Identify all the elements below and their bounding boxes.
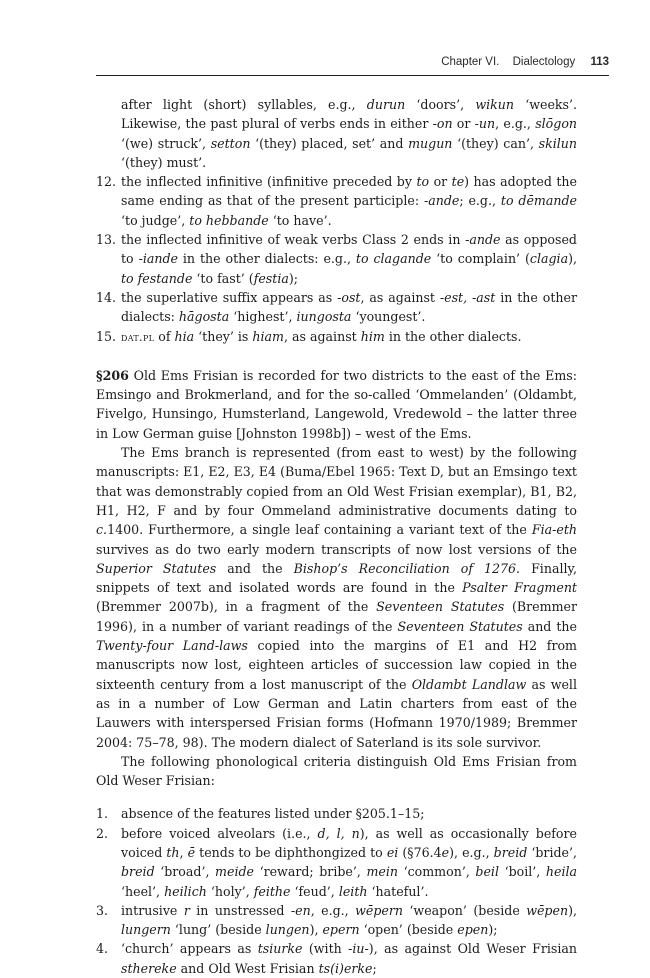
page-body (96, 95, 577, 978)
text-run: ‘lung’ (beside (170, 922, 266, 938)
running-head (441, 56, 609, 68)
italic-term: Seventeen Statutes (397, 618, 523, 634)
text-run: as opposed to (121, 232, 577, 267)
italic-term: ei (386, 844, 399, 860)
italic-term: hāgosta (178, 309, 230, 325)
text-run: , (179, 844, 188, 860)
italic-term: sthereke (121, 960, 177, 976)
section-number: §206 (96, 367, 129, 383)
list-item-number: 13. (96, 232, 117, 248)
list-item (96, 230, 577, 288)
text-run: ) has adopted the same ending as that of the present participle: (121, 174, 577, 209)
italic-term: setton (210, 135, 251, 151)
text-run: ), e.g., (449, 844, 494, 860)
italic-term: mugun (408, 135, 453, 151)
small-caps-term: dat.pl (121, 329, 155, 344)
text-run: ‘to fast’ ( (192, 270, 254, 286)
list-item-number: 4. (96, 941, 109, 957)
list-item-number: 14. (96, 289, 117, 305)
text-run: the superlative suffix appears as (121, 289, 338, 305)
text-run: ‘heel’, (121, 883, 165, 899)
italic-term: feithe (253, 883, 291, 899)
list-item (96, 901, 577, 940)
italic-term: Twenty-four Land-laws (96, 638, 248, 654)
italic-term: mein (366, 864, 399, 880)
italic-term: ē (187, 844, 196, 860)
list-item (96, 172, 577, 230)
chapter-label: Chapter VI. (441, 56, 500, 68)
text-run: ‘feud’, (290, 883, 339, 899)
text-run: (Bremmer 1996), in a number of variant readings of the (96, 599, 577, 634)
list-item (96, 327, 577, 347)
text-run: in the other dialects. (384, 328, 522, 344)
text-run: ‘reward; bribe’, (253, 864, 367, 880)
italic-term: -est, -ast (439, 289, 496, 305)
list-item-text (121, 901, 577, 940)
text-run: copied into the margins of E1 and H2 from manuscripts now lost, eighteen articles of succession law copied in the sixteenth century from a lost manuscript of the (96, 638, 578, 692)
list-item (96, 939, 577, 978)
italic-term: to clagande (355, 251, 432, 267)
header-rule (96, 75, 609, 76)
text-run: ‘(they) placed, set’ and (250, 135, 409, 151)
italic-term: to hebbande (189, 212, 269, 228)
italic-term: te (451, 174, 465, 190)
list-item-11-continuation (96, 95, 577, 172)
italic-term: -iande (138, 251, 178, 267)
text-run: the inflected infinitive of weak verbs Class 2 ends in (121, 232, 466, 248)
text-run: . Finally, snippets of text and isolated words are found in the (96, 560, 577, 596)
text-run: ), as against Old Weser Frisian (368, 941, 577, 957)
page-number: 113 (590, 56, 609, 68)
paragraph-text (96, 368, 577, 441)
list-item (96, 804, 577, 823)
text-run: ‘boil’, (499, 864, 546, 880)
text-run: 1400. Furthermore, a single leaf containing a variant text of the (107, 522, 532, 538)
text-run: in the other dialects: (121, 289, 577, 325)
text-run: ); (288, 270, 299, 286)
text-run: ‘to have’. (268, 212, 332, 228)
list-item-text (121, 230, 577, 288)
text-run: or (452, 116, 475, 132)
italic-term: iungosta (296, 309, 352, 325)
text-run: ‘highest’, (229, 309, 297, 325)
italic-term: c. (96, 522, 108, 538)
italic-term: leith (338, 883, 368, 899)
italic-term: to dēmande (500, 193, 578, 209)
spacer (96, 790, 577, 804)
italic-term: -ande (423, 193, 460, 209)
text-run: Old Ems Frisian is recorded for two districts to the east of the Ems: Emsingo and Brokmerland, and for the so-called ‘Ommelanden’ (Oldambt, Fivelgo, Hunsingo, Humsterland, Langewold, Vredewold – the latter three in Low German guise [Johnston 1998b]) – west of the Ems. (96, 367, 577, 441)
text-run: ‘(we) struck’, (121, 135, 211, 151)
list-item (96, 288, 577, 327)
text-run: ‘bride’, (527, 844, 578, 860)
text-run: as well as in a number of Low German and Latin charters from east of the Lauwers with interspersed Frisian forms (Hofmann 1970/1989; Bremmer 2004: 75–78, 98). The modern dialect of Saterland is its sole survivor. (96, 676, 577, 750)
italic-term: Oldambt Landlaw (411, 676, 527, 692)
italic-term: heila (545, 864, 578, 880)
text-run: ), (568, 251, 578, 267)
italic-term: meide (215, 864, 254, 880)
italic-term: ts(i)erke (318, 960, 373, 976)
italic-term: tsiurke (257, 941, 303, 957)
text-run: survives as do two early modern transcripts of now lost versions of the (96, 541, 577, 557)
list-item-text (121, 327, 577, 347)
text-run: ‘doors’, (405, 97, 476, 112)
italic-term: Psalter Fragment (462, 580, 577, 596)
text-run: , e.g., (310, 902, 356, 918)
section-206-paragraph (96, 366, 577, 443)
italic-term: -ost (337, 289, 361, 305)
list-item-text (121, 288, 577, 327)
text-run: intrusive (121, 902, 184, 918)
text-run: tends to be diphthongized to (195, 844, 387, 860)
text-run: ‘weapon’ (beside (403, 902, 527, 918)
text-run: the inflected infinitive (infinitive preceded by (121, 174, 417, 190)
text-run: ); (488, 922, 498, 938)
list-item-text (121, 804, 577, 823)
italic-term: -en (290, 902, 311, 918)
text-run: ‘(they) must’. (121, 154, 207, 170)
italic-term: wikun (475, 97, 514, 112)
text-run: ‘to judge’, (121, 212, 190, 228)
italic-term: beil (475, 864, 499, 880)
text-run: and the (216, 560, 294, 576)
italic-term: -un (474, 116, 496, 132)
text-run: or (429, 174, 452, 190)
italic-term: lungen (265, 922, 310, 938)
italic-term: lungern (121, 922, 171, 938)
italic-term: -on (432, 116, 453, 132)
list-item-number: 3. (96, 902, 109, 918)
italic-term: wēpen (526, 902, 569, 918)
italic-term: clagia (529, 251, 569, 267)
text-run: after light (short) syllables, e.g., (121, 97, 367, 112)
text-run: The Ems branch is represented (from east to west) by the following manuscripts: E1, E2, E3, E4 (Buma/Ebel 1965: Text D, but an Emsingo text that was demonstrably copied from an Old West Frisian exemplar), B1, B2, H1, H2, F and by four Ommeland administrative documents dating to (96, 445, 577, 518)
text-run: of (154, 328, 175, 344)
text-run: , e.g., (495, 116, 536, 132)
text-run: ‘hateful’. (367, 883, 429, 899)
italic-term: epern (322, 922, 360, 938)
italic-term: festia (253, 270, 289, 286)
body-paragraph (96, 443, 577, 752)
text-run: ‘church’ appears as (121, 941, 258, 957)
text-run: (with (302, 941, 349, 957)
italic-term: Superior Statutes (96, 560, 217, 576)
text-run: ‘common’, (398, 864, 476, 880)
italic-term: -iu- (348, 941, 369, 957)
list-item-number: 2. (96, 825, 109, 841)
text-run: ‘they’ is (194, 328, 253, 344)
italic-term: skilun (538, 135, 577, 151)
text-run: ), (309, 922, 323, 938)
italic-term: epen (457, 922, 489, 938)
text-run: ; (372, 960, 377, 976)
text-run: ‘open’ (beside (359, 922, 458, 938)
italic-term: to (416, 174, 430, 190)
italic-term: Seventeen Statutes (376, 599, 505, 615)
text-run: ‘weeks’. Likewise, the past plural of verbs ends in either (121, 97, 577, 132)
italic-term: -ande (465, 232, 501, 248)
italic-term: e (441, 844, 450, 860)
italic-term: wēpern (355, 902, 403, 918)
list-item-text (121, 824, 577, 901)
list-item-number: 12. (96, 174, 117, 190)
text-run: in unstressed (189, 902, 291, 918)
text-run: The following phonological criteria distinguish Old Ems Frisian from Old Weser Frisian: (96, 753, 577, 789)
italic-term: th (166, 844, 180, 860)
text-run: before voiced alveolars (i.e., (121, 825, 318, 841)
text-run: , as against (284, 328, 361, 344)
list-item-number: 1. (96, 806, 109, 822)
text-run: in the other dialects: e.g., (177, 251, 356, 267)
italic-term: breid (493, 844, 528, 860)
text-run: ; e.g., (459, 193, 501, 209)
text-run: and the (522, 618, 577, 634)
text-run: , as against (360, 289, 440, 305)
italic-term: slōgon (535, 116, 578, 132)
italic-term: hiam (252, 328, 284, 344)
text-run: ‘youngest’. (351, 309, 426, 325)
body-paragraph (96, 752, 577, 791)
italic-term: hia (174, 328, 195, 344)
text-run: and Old West Frisian (176, 960, 319, 976)
list-item-text (121, 172, 577, 230)
text-run: absence of the features listed under §205.1–15; (121, 806, 425, 822)
text-run: ), as well as occasionally before voiced (121, 825, 577, 860)
list-item-number: 15. (96, 328, 117, 344)
italic-term: Fia-eth (531, 522, 577, 538)
italic-term: d, l, n (317, 825, 360, 841)
italic-term: Bishop’s Reconciliation of 1276 (293, 560, 517, 576)
text-run: ‘broad’, (154, 864, 216, 880)
text-run: ‘holy’, (206, 883, 254, 899)
italic-term: r (183, 902, 190, 918)
list-item-text (121, 939, 577, 978)
text-run: ‘to complain’ ( (431, 251, 530, 267)
text-run: ‘(they) can’, (452, 135, 539, 151)
text-run: (§76.4 (398, 844, 442, 860)
section-label: Dialectology (512, 56, 576, 68)
italic-term: heilich (164, 883, 207, 899)
list-item (96, 824, 577, 901)
italic-term: him (360, 328, 385, 344)
spacer (96, 347, 577, 366)
italic-term: breid (121, 864, 155, 880)
text-run: ), (568, 902, 577, 918)
italic-term: durun (366, 97, 406, 112)
italic-term: to festande (121, 270, 193, 286)
text-run: (Bremmer 2007b), in a fragment of the (96, 599, 377, 615)
